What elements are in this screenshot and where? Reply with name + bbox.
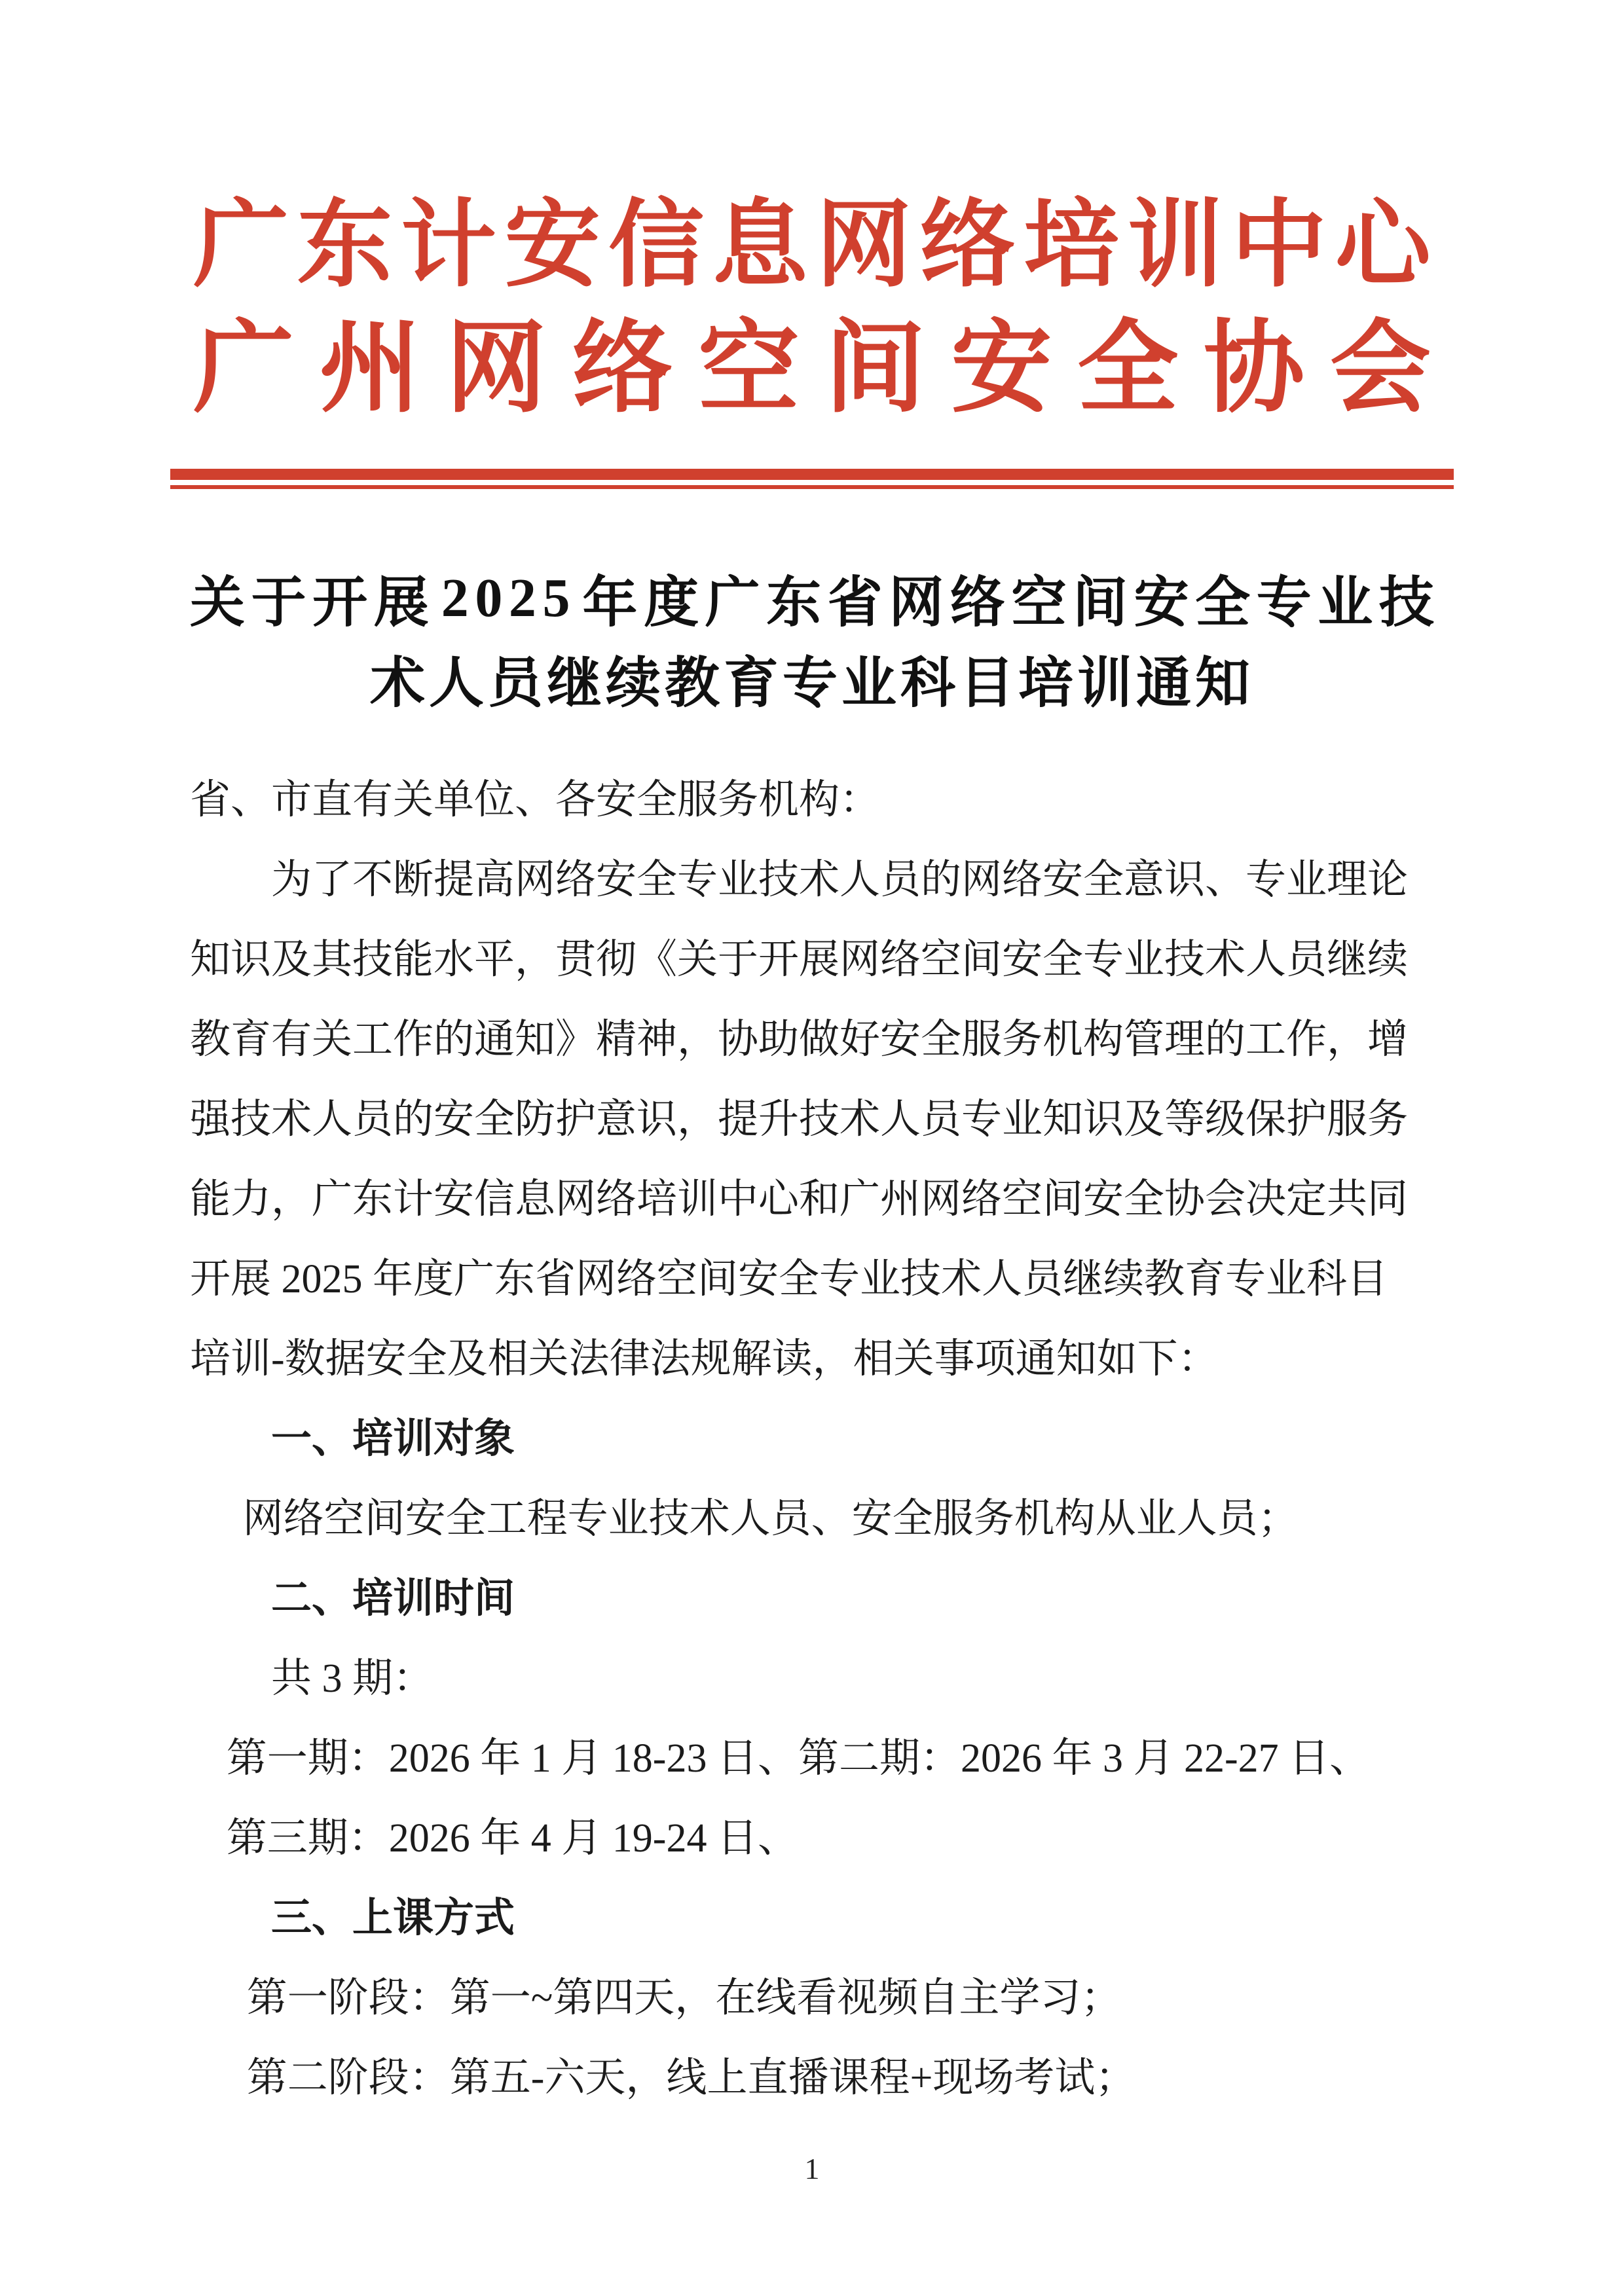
body-line: 能力，广东计安信息网络培训中心和广州网络空间安全协会决定共同	[190, 1177, 1409, 1222]
separator-thick-line	[170, 469, 1454, 480]
body-line: 第二阶段：第五-六天，线上直播课程+现场考试；	[246, 2056, 1136, 2100]
body-line: 省、市直有关单位、各安全服务机构：	[190, 778, 881, 822]
document-title-line-2: 术人员继续教育专业科目培训通知	[369, 653, 1254, 714]
separator-thin-line	[170, 485, 1454, 489]
section-heading: 三、上课方式	[271, 1895, 515, 1941]
letterhead-line-1: 广 东 计 安 信 息 网 络 培 训 中 心	[193, 192, 1431, 299]
body-line: 第一期：2026 年 1 月 18-23 日、第二期：2026 年 3 月 22-27 日、	[226, 1736, 1371, 1781]
body-line: 培训-数据安全及相关法律法规解读，相关事项通知如下：	[190, 1337, 1219, 1381]
letterhead	[193, 0, 1431, 425]
document-title-line-1: 关 于 开 展 2 0 2 5 年 度 广 东 省 网 络 空 间 安 全 专 业 技	[190, 567, 1434, 634]
body-line: 强技术人员的安全防护意识，提升技术人员专业知识及等级保护服务	[190, 1097, 1409, 1142]
letterhead-line-2: 广 州 网 络 空 间 安 全 协 会	[193, 313, 1431, 425]
document-body	[190, 760, 1434, 2118]
body-line: 教育有关工作的通知》精神，协助做好安全服务机构管理的工作，增	[190, 1017, 1409, 1062]
section-heading: 二、培训时间	[271, 1576, 515, 1621]
body-line: 第三期：2026 年 4 月 19-24 日、	[226, 1816, 798, 1861]
page-number: 1	[804, 2152, 820, 2185]
body-line: 为了不断提高网络安全专业技术人员的网络安全意识、专业理论	[271, 858, 1409, 902]
body-line: 共 3 期：	[271, 1656, 434, 1701]
document-title	[190, 555, 1434, 727]
body-line: 开展 2025 年度广东省网络空间安全专业技术人员继续教育专业科目	[190, 1257, 1388, 1302]
body-line: 网络空间安全工程专业技术人员、安全服务机构从业人员；	[242, 1497, 1299, 1541]
body-line: 知识及其技能水平，贯彻《关于开展网络空间安全专业技术人员继续	[190, 938, 1409, 982]
letterhead-separator	[170, 469, 1454, 489]
section-heading: 一、培训对象	[271, 1416, 515, 1461]
body-line: 第一阶段：第一~第四天，在线看视频自主学习；	[246, 1976, 1122, 2020]
